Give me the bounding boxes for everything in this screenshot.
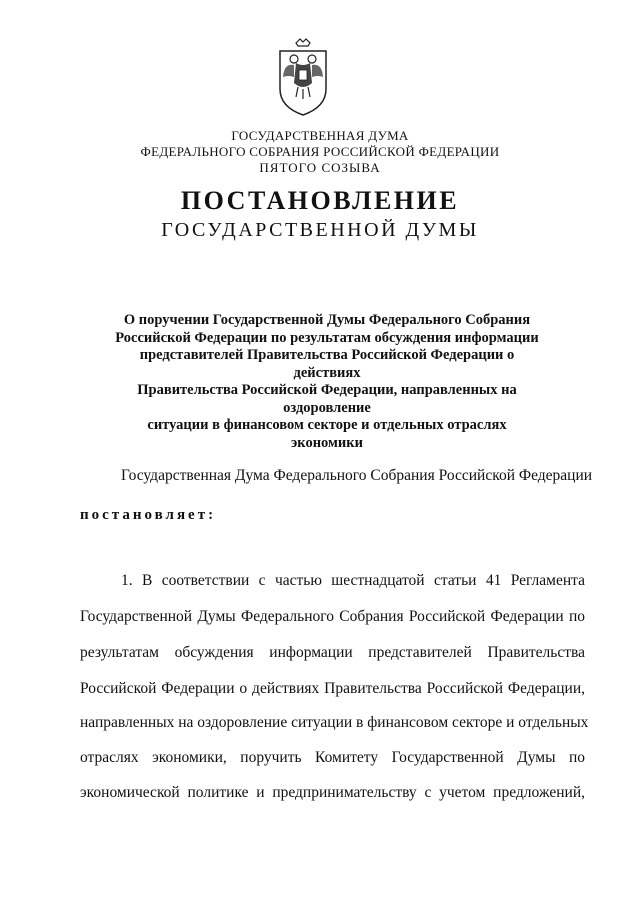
subject-line: ситуации в финансовом секторе и отдельных отраслях экономики: [147, 417, 507, 451]
paragraph-line: экономической политике и предпринимательству с учетом предложений,: [80, 784, 585, 801]
org-name-line-2: ФЕДЕРАЛЬНОГО СОБРАНИЯ РОССИЙСКОЙ ФЕДЕРАЦИИ: [140, 144, 500, 159]
paragraph-line: 1. В соответствии с частью шестнадцатой статьи 41 Регламента: [121, 572, 585, 589]
subject-line: представителей Правительства Российской Федерации о действиях: [139, 347, 515, 381]
paragraph-line: отраслях экономики, поручить Комитету Государственной Думы по: [80, 749, 585, 766]
intro-text: Государственная Дума Федерального Собрания Российской Федерации: [121, 467, 593, 484]
subject-line: Правительства Российской Федерации, направленных на оздоровление: [137, 382, 517, 416]
subject-line: О поручении Государственной Думы Федерального Собрания: [123, 312, 531, 328]
paragraph-line: результатам обсуждения информации представителей Правительства: [80, 644, 585, 661]
resolves-keyword: постановляет:: [80, 507, 217, 523]
document-type-title: ПОСТАНОВЛЕНИЕ: [180, 186, 460, 215]
coat-of-arms-emblem: [274, 37, 332, 117]
document-issuer: ГОСУДАРСТВЕННОЙ ДУМЫ: [161, 219, 479, 241]
paragraph-line: Государственной Думы Федерального Собрания Российской Федерации по: [80, 608, 585, 625]
paragraph-line: направленных на оздоровление ситуации в финансовом секторе и отдельных: [80, 714, 589, 731]
paragraph-line: Российской Федерации о действиях Правительства Российской Федерации,: [80, 680, 585, 697]
org-name-line-1: ГОСУДАРСТВЕННАЯ ДУМА: [231, 128, 409, 143]
convocation: ПЯТОГО СОЗЫВА: [259, 160, 381, 175]
subject-line: Российской Федерации по результатам обсуждения информации: [115, 329, 539, 346]
resolution-subject: [112, 312, 542, 452]
